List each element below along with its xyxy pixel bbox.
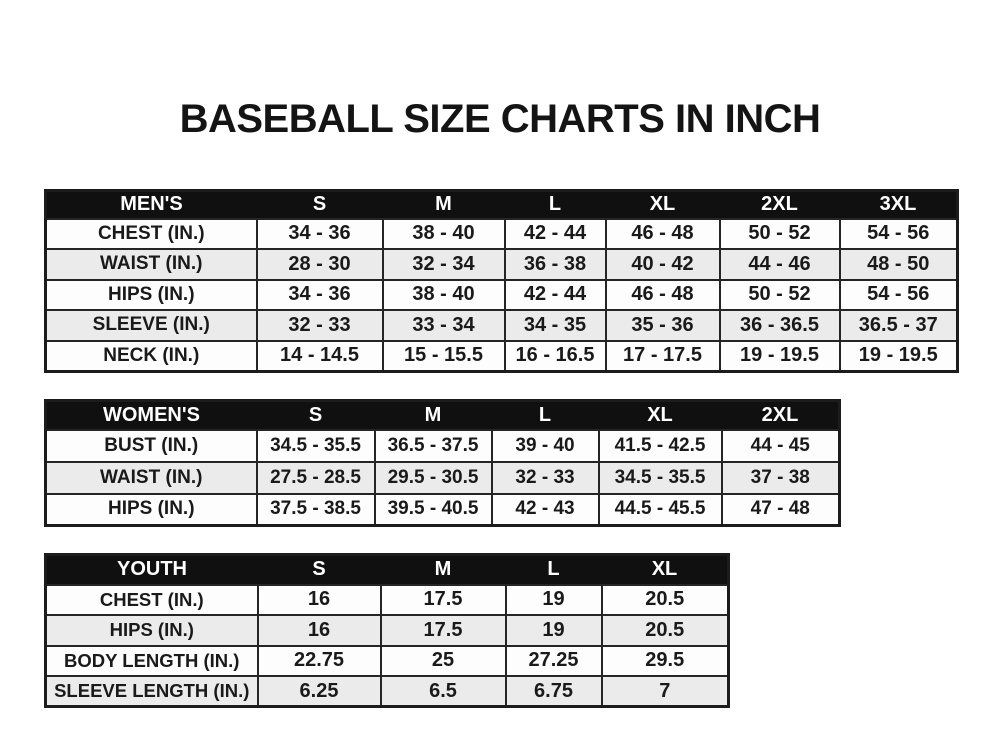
youth-size-table: [44, 553, 730, 708]
size-value-cell: 19: [506, 585, 602, 616]
measurement-row-label: HIPS (IN.): [46, 494, 257, 526]
mens-header-row: [46, 191, 958, 219]
youth-size-column-header: L: [506, 555, 602, 585]
size-value-cell: 17 - 17.5: [606, 341, 720, 372]
size-value-cell: 48 - 50: [840, 249, 958, 280]
measurement-row-label: CHEST (IN.): [46, 219, 257, 250]
measurement-row-label: SLEEVE LENGTH (IN.): [46, 676, 258, 707]
womens-size-column-header: 2XL: [722, 401, 840, 430]
size-value-cell: 20.5: [602, 585, 729, 616]
size-value-cell: 34 - 36: [257, 219, 383, 250]
womens-header-row: [46, 401, 840, 430]
table-row: [46, 462, 840, 494]
mens-table-title: MEN'S: [46, 191, 257, 219]
size-value-cell: 6.25: [258, 676, 381, 707]
size-value-cell: 32 - 33: [257, 310, 383, 341]
size-value-cell: 19 - 19.5: [720, 341, 840, 372]
youth-size-column-header: M: [381, 555, 506, 585]
table-row: [46, 585, 729, 616]
mens-size-column-header: S: [257, 191, 383, 219]
youth-size-column-header: S: [258, 555, 381, 585]
size-value-cell: 27.5 - 28.5: [257, 462, 375, 494]
youth-header-row: [46, 555, 729, 585]
size-value-cell: 16 - 16.5: [505, 341, 606, 372]
table-row: [46, 676, 729, 707]
size-value-cell: 33 - 34: [383, 310, 505, 341]
size-value-cell: 54 - 56: [840, 280, 958, 311]
size-value-cell: 19: [506, 615, 602, 646]
size-value-cell: 42 - 44: [505, 280, 606, 311]
measurement-row-label: NECK (IN.): [46, 341, 257, 372]
size-value-cell: 32 - 34: [383, 249, 505, 280]
size-value-cell: 27.25: [506, 646, 602, 677]
measurement-row-label: HIPS (IN.): [46, 615, 258, 646]
size-value-cell: 36 - 38: [505, 249, 606, 280]
size-value-cell: 46 - 48: [606, 219, 720, 250]
measurement-row-label: BODY LENGTH (IN.): [46, 646, 258, 677]
size-value-cell: 47 - 48: [722, 494, 840, 526]
size-value-cell: 6.75: [506, 676, 602, 707]
size-value-cell: 44.5 - 45.5: [599, 494, 722, 526]
mens-size-column-header: XL: [606, 191, 720, 219]
womens-size-column-header: XL: [599, 401, 722, 430]
size-value-cell: 29.5 - 30.5: [375, 462, 492, 494]
womens-table-title: WOMEN'S: [46, 401, 257, 430]
size-value-cell: 32 - 33: [492, 462, 599, 494]
size-value-cell: 34.5 - 35.5: [257, 430, 375, 462]
measurement-row-label: WAIST (IN.): [46, 249, 257, 280]
measurement-row-label: HIPS (IN.): [46, 280, 257, 311]
size-value-cell: 20.5: [602, 615, 729, 646]
table-row: [46, 615, 729, 646]
table-row: [46, 341, 958, 372]
size-value-cell: 7: [602, 676, 729, 707]
size-value-cell: 50 - 52: [720, 219, 840, 250]
measurement-row-label: CHEST (IN.): [46, 585, 258, 616]
measurement-row-label: WAIST (IN.): [46, 462, 257, 494]
size-value-cell: 25: [381, 646, 506, 677]
mens-size-column-header: 3XL: [840, 191, 958, 219]
size-value-cell: 38 - 40: [383, 280, 505, 311]
size-value-cell: 17.5: [381, 585, 506, 616]
size-value-cell: 38 - 40: [383, 219, 505, 250]
size-value-cell: 42 - 43: [492, 494, 599, 526]
size-value-cell: 16: [258, 585, 381, 616]
size-value-cell: 34 - 36: [257, 280, 383, 311]
size-value-cell: 40 - 42: [606, 249, 720, 280]
womens-size-column-header: S: [257, 401, 375, 430]
size-value-cell: 39.5 - 40.5: [375, 494, 492, 526]
size-value-cell: 37 - 38: [722, 462, 840, 494]
table-row: [46, 646, 729, 677]
size-value-cell: 16: [258, 615, 381, 646]
mens-size-column-header: L: [505, 191, 606, 219]
size-value-cell: 15 - 15.5: [383, 341, 505, 372]
size-value-cell: 28 - 30: [257, 249, 383, 280]
size-value-cell: 41.5 - 42.5: [599, 430, 722, 462]
size-value-cell: 29.5: [602, 646, 729, 677]
womens-size-column-header: M: [375, 401, 492, 430]
size-value-cell: 35 - 36: [606, 310, 720, 341]
size-value-cell: 14 - 14.5: [257, 341, 383, 372]
table-row: [46, 310, 958, 341]
size-value-cell: 50 - 52: [720, 280, 840, 311]
size-value-cell: 17.5: [381, 615, 506, 646]
size-value-cell: 19 - 19.5: [840, 341, 958, 372]
youth-table-title: YOUTH: [46, 555, 258, 585]
table-row: [46, 249, 958, 280]
mens-size-table: [44, 189, 959, 373]
measurement-row-label: SLEEVE (IN.): [46, 310, 257, 341]
youth-size-column-header: XL: [602, 555, 729, 585]
table-row: [46, 219, 958, 250]
size-value-cell: 46 - 48: [606, 280, 720, 311]
mens-size-column-header: 2XL: [720, 191, 840, 219]
size-value-cell: 36.5 - 37.5: [375, 430, 492, 462]
size-value-cell: 22.75: [258, 646, 381, 677]
size-value-cell: 36.5 - 37: [840, 310, 958, 341]
table-row: [46, 494, 840, 526]
size-value-cell: 39 - 40: [492, 430, 599, 462]
page-title: BASEBALL SIZE CHARTS IN INCH: [179, 96, 821, 141]
measurement-row-label: BUST (IN.): [46, 430, 257, 462]
size-value-cell: 37.5 - 38.5: [257, 494, 375, 526]
size-value-cell: 6.5: [381, 676, 506, 707]
size-value-cell: 36 - 36.5: [720, 310, 840, 341]
size-value-cell: 54 - 56: [840, 219, 958, 250]
size-value-cell: 44 - 45: [722, 430, 840, 462]
size-value-cell: 34.5 - 35.5: [599, 462, 722, 494]
size-value-cell: 42 - 44: [505, 219, 606, 250]
size-value-cell: 34 - 35: [505, 310, 606, 341]
womens-size-column-header: L: [492, 401, 599, 430]
table-row: [46, 280, 958, 311]
table-row: [46, 430, 840, 462]
womens-size-table: [44, 399, 841, 527]
size-value-cell: 44 - 46: [720, 249, 840, 280]
mens-size-column-header: M: [383, 191, 505, 219]
